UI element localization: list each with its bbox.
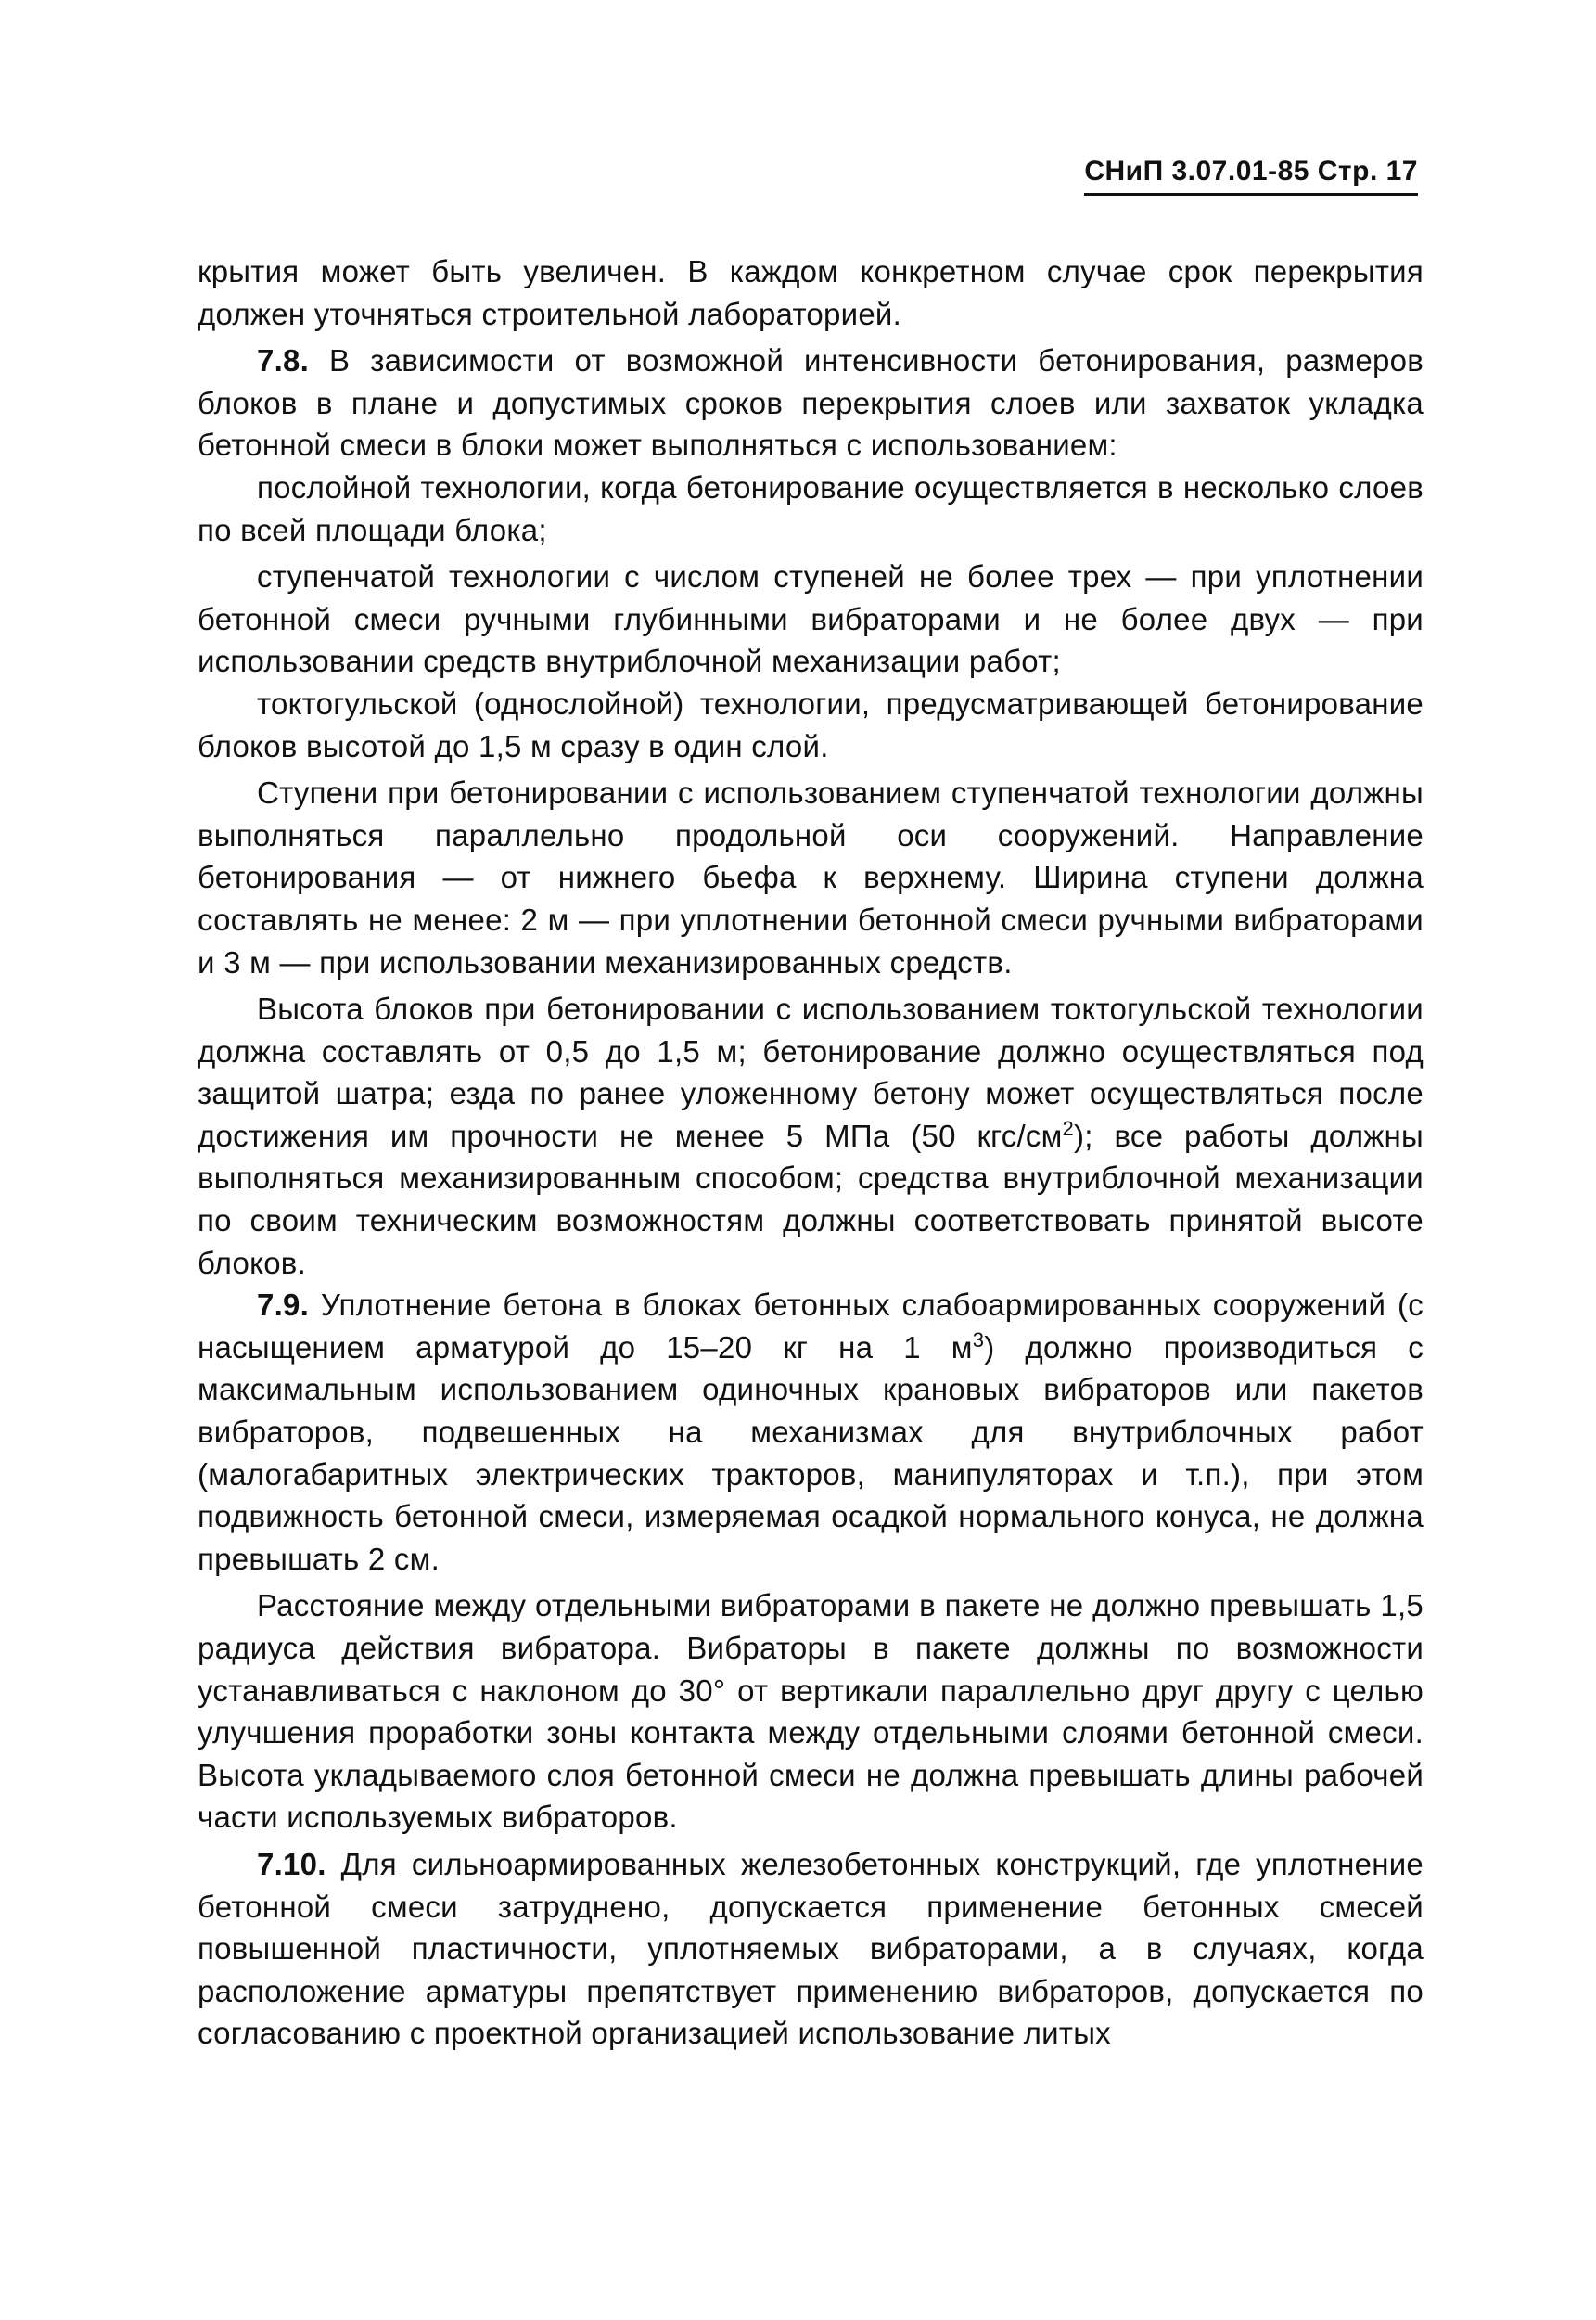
superscript: 2 (1062, 1116, 1075, 1140)
paragraph-7-10 (198, 1843, 1424, 2055)
paragraph-text: Расстояние между отдельными вибраторами в пакете не должно превышать 1,5 радиуса действия вибратора. Вибраторы в пакете должны по возможности устанавливаться с наклоном до 30° от вертикали параллельно друг другу с целью улучшения проработки зоны контакта между отдельными слоями бетонной смеси. Высота укладываемого слоя бетонной смеси не должна превышать длины рабочей части используемых вибраторов. (198, 1588, 1424, 1835)
list-item (198, 683, 1424, 767)
paragraph-text: ) должно производиться с максимальным использованием одиночных крановых вибраторов или пакетов вибраторов, подвешенных на механизмах для внутриблочных работ (малогабаритных электрических тракторов, манипуляторах и т.п.), при этом подвижность бетонной смеси, измеряемая осадкой нормального конуса, не должна превышать 2 см. (198, 1329, 1424, 1576)
paragraph-text: Уплотнение бетона в блоках бетонных слабоармированных сооружений (с насыщением арматурой до 15–20 кг на 1 м (198, 1288, 1424, 1365)
paragraph-text: Высота блоков при бетонировании с использованием токтогульской технологии должна составлять от 0,5 до 1,5 м; бетонирование должно осуществляться под защитой шатра; езда по ранее уложенному бетону может осуществляться после достижения им прочности не менее 5 МПа (50 кгс/см (198, 992, 1424, 1153)
list-item (198, 467, 1424, 551)
paragraph-text: Для сильноармированных железобетонных конструкций, где уплотнение бетонной смеси затруднено, допускается применение бетонных смесей повышенной пластичности, уплотняемых вибраторами, а в случаях, когда расположение арматуры препятствует применению вибраторов, допускается по согласованию с проектной организацией использование литых (198, 1846, 1424, 2051)
paragraph-text: крытия может быть увеличен. В каждом конкретном случае срок перекрытия должен уточняться строительной лабораторией. (198, 254, 1424, 331)
paragraph-text: ступенчатой технологии с числом ступеней не более трех — при уплотнении бетонной смеси ручными глубинными вибраторами и не более двух — при использовании средств внутриблочной механизации работ; (198, 559, 1424, 679)
paragraph-text: Ступени при бетонировании с использованием ступенчатой технологии должны выполняться параллельно продольной оси сооружений. Направление бетонирования — от нижнего бьефа к верхнему. Ширина ступени должна составлять не менее: 2 м — при уплотнении бетонной смеси ручными вибраторами и 3 м — при использовании механизированных средств. (198, 775, 1424, 980)
paragraph-text: послойной технологии, когда бетонирование осуществляется в несколько слоев по всей площади блока; (198, 469, 1424, 547)
paragraph-text: ); все работы должны выполняться механизированным способом; средства внутриблочной механизации по своим техническим возможностям должны соответствовать принятой высоте блоков. (198, 1118, 1424, 1280)
list-item (198, 556, 1424, 683)
body-text (198, 250, 1424, 2055)
paragraph-7-8 (198, 340, 1424, 467)
paragraph-7-9 (198, 1284, 1424, 1580)
paragraph-text: токтогульской (однослойной) технологии, предусматривающей бетонирование блоков высотой до 1,5 м сразу в один слой. (198, 686, 1424, 763)
clause-number: 7.9. (257, 1288, 310, 1323)
paragraph-text: В зависимости от возможной интенсивности бетонирования, размеров блоков в плане и допустимых сроков перекрытия слоев или захваток укладка бетонной смеси в блоки может выполняться с использованием: (198, 343, 1424, 463)
paragraph (198, 772, 1424, 983)
paragraph (198, 988, 1424, 1284)
clause-number: 7.8. (257, 343, 310, 378)
superscript: 3 (972, 1327, 985, 1352)
paragraph-continuation (198, 250, 1424, 335)
clause-number: 7.10. (257, 1846, 326, 1881)
paragraph (198, 1584, 1424, 1839)
page-header: СНиП 3.07.01-85 Стр. 17 (1084, 156, 1418, 196)
